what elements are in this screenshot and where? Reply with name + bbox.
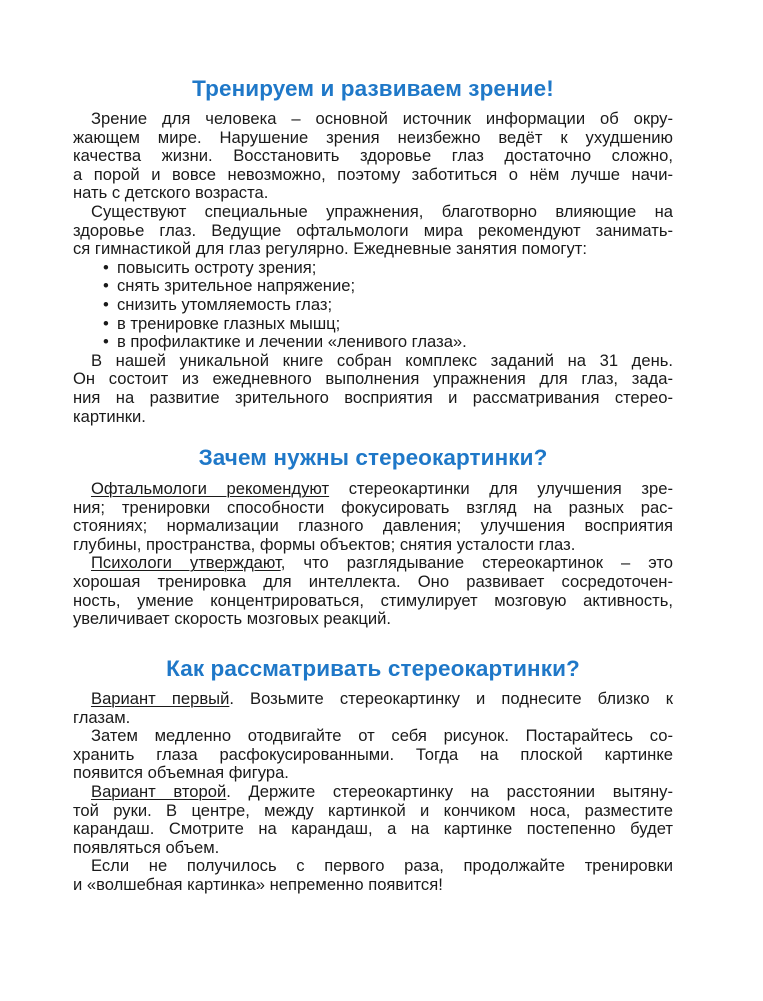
paragraph-special-exercises [73,203,673,259]
text-run: . Возьмите стереокартинку и поднесите близко к [229,689,673,708]
list-item [73,315,673,334]
list-item [73,277,673,296]
text-line: Зрение для человека – основной источник информации об окру- [91,109,673,128]
section-why-stereo [73,480,673,629]
text-line: ния; тренировки способности фокусировать взгляд на разных рас- [73,497,673,517]
text-line [73,690,673,709]
text-line: Существуют специальные упражнения, благотворно влияющие на [91,201,673,221]
benefits-list [73,259,673,352]
text-line: ность, умение концентрироваться, стимулирует мозговую активность, [73,590,673,610]
text-line: увеличивает скорость мозговых реакций. [73,609,392,629]
paragraph-keep-training [73,857,673,894]
text-line [73,783,673,802]
emphasis-underlined: Психологи утверждают [91,553,281,573]
text-line: Он состоит из ежедневного выполнения упражнения для глаз, зада- [73,369,673,389]
text-line: нать с детского возраста. [73,183,269,203]
text-line: картинки. [73,406,146,426]
text-line: а порой и вовсе невозможно, поэтому заботиться о нём лучше начи- [73,164,673,184]
bullet-icon: • [103,257,109,277]
text-run: стереокартинки для улучшения зре- [329,479,673,498]
section-title-train-vision: Тренируем и развиваем зрение! [192,76,554,101]
paragraph-variant-one [73,690,673,727]
text-line: глубины, пространства, формы объектов; снятия усталости глаз. [73,534,576,554]
text-line: Затем медленно отодвигайте от себя рисунок. Постарайтесь со- [91,726,673,746]
text-line: стояниях; нормализации глазного давления; улучшения восприятия [73,516,673,536]
list-item-text: снять зрительное напряжение; [117,276,356,296]
paragraph-ophthalmologists [73,480,673,554]
list-item-text: повысить остроту зрения; [117,257,317,277]
text-line: появляться объем. [73,837,220,857]
paragraph-vision-intro [73,110,673,203]
emphasis-underlined: Офтальмологи рекомендуют [91,479,330,498]
text-line: Если не получилось с первого раза, продолжайте тренировки [91,856,673,876]
text-line: здоровье глаз. Ведущие офтальмологи мира рекомендуют занимать- [73,220,673,240]
text-run: . Держите стереокартинку на расстоянии вытяну- [226,781,674,801]
list-item [73,296,673,315]
text-line: карандаш. Смотрите на карандаш, а на картинке постепенно будет [73,819,673,839]
section-how-to-view [73,690,673,895]
text-line: той руки. В центре, между картинкой и кончиком носа, разместите [73,800,673,820]
emphasis-underlined: Вариант второй [91,781,227,801]
bullet-icon: • [103,276,109,296]
list-item [73,333,673,352]
text-line: жающем мире. Нарушение зрения неизбежно ведёт к ухудшению [73,127,673,147]
text-run: , что разглядывание стереокартинок – это [280,553,673,573]
bullet-icon: • [103,313,109,333]
text-line: хранить глаза расфокусированными. Тогда на плоской картинке [73,744,673,764]
section-title-why-stereo: Зачем нужны стереокартинки? [198,445,548,470]
list-item [73,259,673,278]
paragraph-psychologists [73,554,673,628]
text-line: появится объемная фигура. [73,763,289,783]
text-line: ся гимнастикой для глаз регулярно. Ежедневные занятия помогут: [73,239,587,259]
emphasis-underlined: Вариант первый [91,689,230,708]
text-line: хорошая тренировка для интеллекта. Оно развивает сосредоточен- [73,571,673,591]
list-item-text: в профилактике и лечении «ленивого глаза». [117,332,467,352]
list-item-text: в тренировке глазных мышц; [117,313,341,333]
text-line: и «волшебная картинка» непременно появится! [73,874,443,894]
text-line: В нашей уникальной книге собран комплекс заданий на 31 день. [91,350,673,370]
text-line: глазам. [73,707,131,727]
text-line: ния на развитие зрительного восприятия и рассматривания стерео- [73,387,673,407]
text-line [73,480,673,499]
paragraph-variant-two [73,783,673,857]
text-line [73,554,673,573]
list-item-text: снизить утомляемость глаз; [117,294,333,314]
section-train-vision [73,110,673,426]
section-title-how-to-view: Как рассматривать стереокартинки? [166,656,580,681]
text-line: качества жизни. Восстановить здоровье глаз достаточно сложно, [73,146,673,166]
bullet-icon: • [103,332,109,352]
bullet-icon: • [103,294,109,314]
paragraph-move-away [73,727,673,783]
paragraph-book-contents [73,352,673,426]
